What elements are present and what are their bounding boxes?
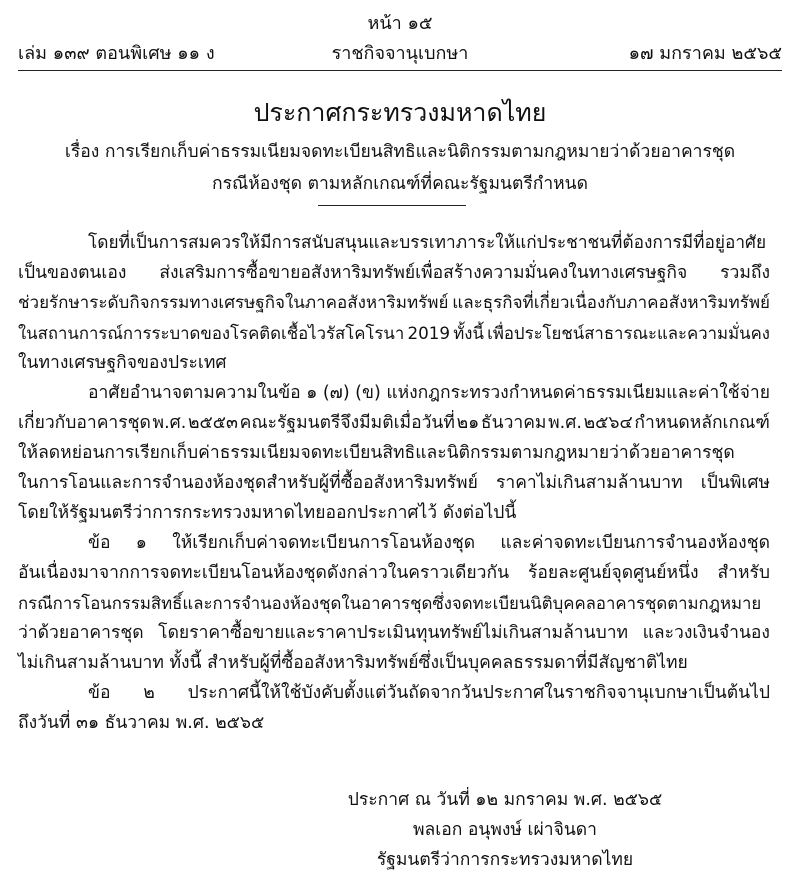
subject-line: กรณีห้องชุด ตามหลักเกณฑ์ที่คณะรัฐมนตรีกำหนด <box>211 174 589 194</box>
word: ๒๕๖๔ <box>583 413 633 433</box>
word: ส่งเสริมการซื้อขายอสังหาริมทรัพย์เพื่อสร้างความมั่นคงในทางเศรษฐกิจ <box>159 263 688 283</box>
signatory-name: พลเอก อนุพงษ์ เผ่าจินดา <box>412 820 598 840</box>
word: และวงเงินจำนอง <box>642 623 770 643</box>
page-number: หน้า ๑๕ <box>367 13 433 34</box>
gazette-header <box>18 38 782 66</box>
word: ทั้งนี้ <box>453 323 484 343</box>
word: เป็นพิเศษ <box>700 473 770 493</box>
body-line: ในทางเศรษฐกิจของประเทศ <box>18 353 227 373</box>
word: แห่งกฎกระทรวงกำหนดค่าธรรมเนียมและค่าใช้จ่าย <box>386 383 770 403</box>
article-line: ถึงวันที่ ๓๑ ธันวาคม พ.ศ. ๒๕๖๕ <box>18 713 265 733</box>
word: ๑ <box>135 533 147 553</box>
word: โดยราคาซื้อขายและราคาประเมินทุนทรัพย์ไม่เกินสามล้านบาท <box>158 623 629 643</box>
signature-block <box>240 785 770 875</box>
article-line <box>18 528 770 558</box>
word: ข้อ <box>88 533 111 553</box>
word: เป็นของตนเอง <box>18 263 127 283</box>
word: คณะรัฐมนตรีจึงมีมติเมื่อวันที่ <box>239 413 455 433</box>
header-divider <box>18 70 782 71</box>
word: พ.ศ. <box>152 413 187 433</box>
article-line <box>18 558 770 588</box>
body-line <box>18 318 770 348</box>
word: อันเนื่องมาจากการจดทะเบียนโอนห้องชุดดังกล่าวในคราวเดียวกัน <box>18 563 510 583</box>
announcement-subject <box>40 136 760 200</box>
subject-line: เรื่อง การเรียกเก็บค่าธรรมเนียมจดทะเบียนสิทธิและนิติกรรมตามกฎหมายว่าด้วยอาคารชุด <box>64 142 736 162</box>
word: 2019 <box>407 323 451 343</box>
word: ในสถานการณ์การระบาดของโรคติดเชื้อไวรัสโคโรนา <box>18 323 405 343</box>
word: ร้อยละศูนย์จุดศูนย์หนึ่ง <box>527 563 699 583</box>
word: ธันวาคม <box>480 413 547 433</box>
volume-info: เล่ม ๑๓๙ ตอนพิเศษ ๑๑ ง <box>18 43 215 64</box>
article-line <box>18 618 770 648</box>
word: โดยที่เป็นการสมควรให้มีการสนับสนุนและบรรเทาภาระให้แก่ประชาชนที่ต้องการมีที่อยู่อาศัย <box>88 233 767 253</box>
article-line: ไม่เกินสามล้านบาท ทั้งนี้ สำหรับผู้ที่ซื้ออสังหาริมทรัพย์ซึ่งเป็นบุคคลธรรมดาที่มีสัญชาติไทย <box>18 653 688 673</box>
word: รวมถึง <box>720 263 770 283</box>
word: ว่าด้วยอาคารชุด <box>18 623 144 643</box>
word: ให้เรียกเก็บค่าจดทะเบียนการโอนห้องชุด <box>172 533 476 553</box>
body-line: โดยให้รัฐมนตรีว่าการกระทรวงมหาดไทยออกประกาศไว้ ดังต่อไปนี้ <box>18 503 517 523</box>
word: ข้อ <box>88 683 111 703</box>
body-line <box>18 228 770 258</box>
announcement-body <box>18 228 770 738</box>
word: พ.ศ. <box>548 413 582 433</box>
title-divider <box>318 205 466 206</box>
gazette-name: ราชกิจจานุเบกษา <box>331 43 469 64</box>
body-line <box>18 378 770 408</box>
word: ๑ <box>306 383 318 403</box>
word: ให้ลดหย่อนการเรียกเก็บค่าธรรมเนียมจดทะเบียนสิทธิและนิติกรรมตามกฎหมายว่าด้วยอาคารชุด <box>18 443 735 463</box>
word: อาศัยอำนาจตามความในข้อ <box>88 383 301 403</box>
article-line <box>18 678 770 708</box>
word: ช่วยรักษาระดับกิจกรรมทางเศรษฐกิจในภาคอสังหาริมทรัพย์ <box>18 293 449 313</box>
article-line <box>18 588 770 618</box>
body-line <box>18 258 770 288</box>
word: กรณีการโอนกรรมสิทธิ์และการจำนองห้องชุดในอาคารชุดซึ่งจดทะเบียนนิติบุคคลอาคารชุดตามกฎหมาย <box>18 593 762 613</box>
body-line <box>18 288 770 318</box>
announcement-date: ประกาศ ณ วันที่ ๑๒ มกราคม พ.ศ. ๒๕๖๕ <box>347 790 663 810</box>
word: (ข) <box>355 383 381 403</box>
signatory-position: รัฐมนตรีว่าการกระทรวงมหาดไทย <box>376 850 634 870</box>
word: และธุรกิจที่เกี่ยวเนื่องกับภาคอสังหาริมทรัพย์ <box>452 293 770 313</box>
announcement-title: ประกาศกระทรวงมหาดไทย <box>253 98 547 127</box>
word: และค่าจดทะเบียนการจำนองห้องชุด <box>500 533 770 553</box>
body-line <box>18 408 770 438</box>
word: สำหรับ <box>717 563 770 583</box>
word: ๒ <box>143 683 155 703</box>
word: ประกาศนี้ให้ใช้บังคับตั้งแต่วันถัดจากวันประกาศในราชกิจจานุเบกษาเป็นต้นไป <box>187 683 770 703</box>
body-line <box>18 438 770 468</box>
word: เกี่ยวกับอาคารชุด <box>18 413 151 433</box>
word: (๗) <box>322 383 350 403</box>
word: เพื่อประโยชน์สาธารณะและความมั่นคง <box>487 323 770 343</box>
word: ๒๑ <box>456 413 480 433</box>
word: ๒๕๕๓ <box>188 413 238 433</box>
word: กำหนดหลักเกณฑ์ <box>634 413 770 433</box>
body-line <box>18 468 770 498</box>
word: ในการโอนและการจำนองห้องชุดสำหรับผู้ที่ซื้ออสังหาริมทรัพย์ <box>18 473 478 493</box>
word: ราคาไม่เกินสามล้านบาท <box>495 473 683 493</box>
gazette-date: ๑๗ มกราคม ๒๕๖๕ <box>628 43 782 64</box>
